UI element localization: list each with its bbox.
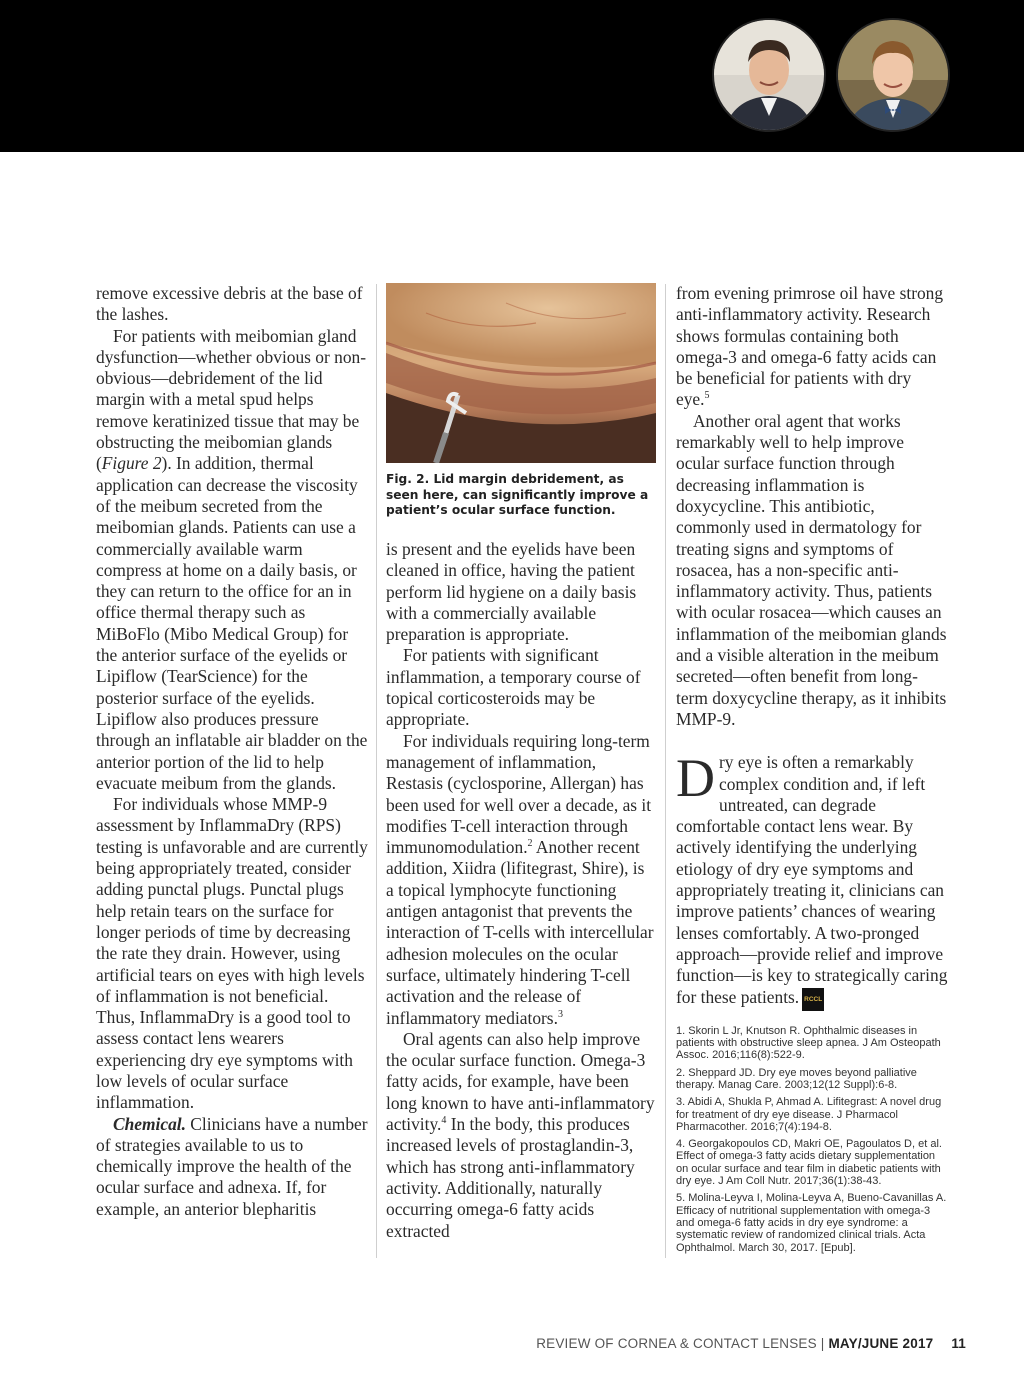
references-list <box>676 1025 948 1254</box>
paragraph-text: Another recent addition, Xiidra (lifitegrast, Shire), is a topical lymphocyte functioning antigen antagonist that prevents the interaction of T-cells with intercellular adhesion molecules on the ocular surface, ultimately hindering T-cell activation and the release of inflammatory mediators. <box>386 837 654 1028</box>
paragraph-text: from evening primrose oil have strong anti-inflammatory activity. Research shows formulas containing both omega-3 and omega-6 fatty acids can be beneficial for patients with dry eye. <box>676 283 944 410</box>
rccl-end-mark-icon: RCCL <box>802 988 824 1011</box>
author-photo-2 <box>836 18 950 132</box>
issue-date: MAY/JUNE 2017 <box>828 1336 934 1351</box>
paragraph-text: ry eye is often a remarkably complex condition and, if left untreated, can degrade comfortable contact lens wear. By actively identifying the underlying etiology of dry eye symptoms and appropriately treating it, clinicians can improve patients’ chances of wearing lenses comfortably. A two-pronged approach—provide relief and improve function—is key to strategically caring for these patients. <box>676 752 948 1007</box>
reference-item: 3. Abidi A, Shukla P, Ahmad A. Lifitegrast: A novel drug for treatment of dry eye disease. J Pharmacol Pharmacother. 2016;7(4):194-8. <box>676 1096 942 1133</box>
paragraph: is present and the eyelids have been cleaned in office, having the patient perform lid hygiene on a daily basis with a commercially available preparation is appropriate. <box>386 539 637 645</box>
paragraph: remove excessive debris at the base of the lashes. <box>96 283 363 325</box>
paragraph: For patients with significant inflammation, a temporary course of topical corticosteroids may be appropriate. <box>386 645 641 730</box>
paragraph <box>386 1029 656 1242</box>
article-column-3 <box>676 283 948 1259</box>
article-column-2 <box>386 539 656 1242</box>
header-band <box>0 0 1024 152</box>
paragraph <box>96 326 368 795</box>
paragraph-text: Oral agents can also help improve the ocular surface function. Omega-3 fatty acids, for example, have been long known to have anti-inflammatory activity. <box>386 1028 655 1135</box>
subhead-chemical: Chemical. <box>113 1113 186 1134</box>
figure-2-image <box>386 283 656 463</box>
column-divider <box>665 284 666 1258</box>
paragraph-text: In the body, this produces increased levels of prostaglandin-3, which has strong anti-inflammatory activity. Additionally, naturally occurring omega-6 fatty acids extracted <box>386 1114 635 1241</box>
drop-cap: D <box>676 748 715 809</box>
paragraph-text: ). In addition, thermal application can decrease the viscosity of the meibum secreted from the meibomian glands. Patients can use a commercially available warm compress at home on a daily basis, or they can return to the office for an in office thermal therapy such as MiBoFlo (Mibo Medical Group) for the anterior surface of the eyelids or Lipiflow (TearScience) for the posterior surface of the eyelids. Lipiflow also produces pressure through an inflatable air bladder on the anterior portion of the lid to help evacuate meibum from the glands. <box>96 453 368 793</box>
page-footer <box>536 1336 966 1351</box>
closing-paragraph <box>676 748 948 1011</box>
page-number: 11 <box>951 1336 966 1351</box>
reference-item: 4. Georgakopoulos CD, Makri OE, Pagoulatos D, et al. Effect of omega-3 fatty acids dietary supplementation on ocular surface and tear film in diabetic patients with dry eye. J Am Coll Nutr. 2017;36(1):38-43. <box>676 1138 942 1188</box>
column-divider <box>376 284 377 1258</box>
author-portrait-2 <box>838 20 948 130</box>
paragraph <box>676 283 948 411</box>
journal-name: REVIEW OF CORNEA & CONTACT LENSES <box>536 1336 817 1351</box>
author-portrait-1 <box>714 20 824 130</box>
footer-separator: | <box>820 1336 825 1351</box>
paragraph <box>386 731 656 1029</box>
paragraph: Another oral agent that works remarkably well to help improve ocular surface function through decreasing inflammation is doxycycline. This antibiotic, commonly used in dermatology for treating signs and symptoms of rosacea, has a non-specific anti-inflammatory activity. Thus, patients with ocular rosacea—which causes an inflammation of the meibomian glands and a visible alteration in the meibum secreted—often benefit from long-term doxycycline therapy, as it inhibits MMP-9. <box>676 410 947 729</box>
paragraph-text: Clinicians have a number of strategies available to us to chemically improve the health of the ocular surface and adnexa. If, for example, an anterior blepharitis <box>96 1113 368 1219</box>
article-column-1 <box>96 283 368 1220</box>
citation-marker: 2 <box>527 838 533 850</box>
lid-margin-photo <box>386 283 656 463</box>
reference-item: 2. Sheppard JD. Dry eye moves beyond palliative therapy. Manag Care. 2003;12(12 Suppl):6-8. <box>676 1066 917 1091</box>
paragraph-text: For individuals requiring long-term management of inflammation, Restasis (cyclosporine, Allergan) has been used for well over a decade, as it modifies T-cell interaction through immunomodulation. <box>386 730 652 858</box>
paragraph: For individuals whose MMP-9 assessment by InflammaDry (RPS) testing is unfavorable and are currently being appropriately treated, consider adding punctal plugs. Punctal plugs help retain tears on the surface for longer periods of time by decreasing the rate they drain. However, using artificial tears on eyes with high levels of inflammation is not beneficial. Thus, InflammaDry is a good tool to assess contact lens wearers experiencing dry eye symptoms with low levels of ocular surface inflammation. <box>96 794 368 1113</box>
paragraph <box>96 1114 368 1220</box>
reference-item: 5. Molina-Leyva I, Molina-Leyva A, Bueno-Cavanillas A. Efficacy of nutritional supplementation with omega-3 and omega-6 fatty acids in dry eye syndrome: a systematic review of randomized clinical trials. Acta Ophthalmol. March 30, 2017. [Epub]. <box>676 1192 947 1254</box>
figure-reference: Figure 2 <box>101 453 162 474</box>
paragraph-text: For patients with meibomian gland dysfunction—whether obvious or non-obvious—debridement of the lid margin with a metal spud helps remove keratinized tissue that may be obstructing the meibomian glands ( <box>96 325 366 474</box>
reference-item: 1. Skorin L Jr, Knutson R. Ophthalmic diseases in patients with obstructive sleep apnea. J Am Osteopath Assoc. 2016;116(8):522-9. <box>676 1024 941 1062</box>
author-photo-1 <box>712 18 826 132</box>
figure-2-caption: Fig. 2. Lid margin debridement, as seen here, can significantly improve a patient’s ocular surface function. <box>386 472 649 517</box>
citation-marker: 3 <box>557 1008 563 1020</box>
citation-marker: 5 <box>704 390 710 402</box>
citation-marker: 4 <box>441 1115 447 1127</box>
